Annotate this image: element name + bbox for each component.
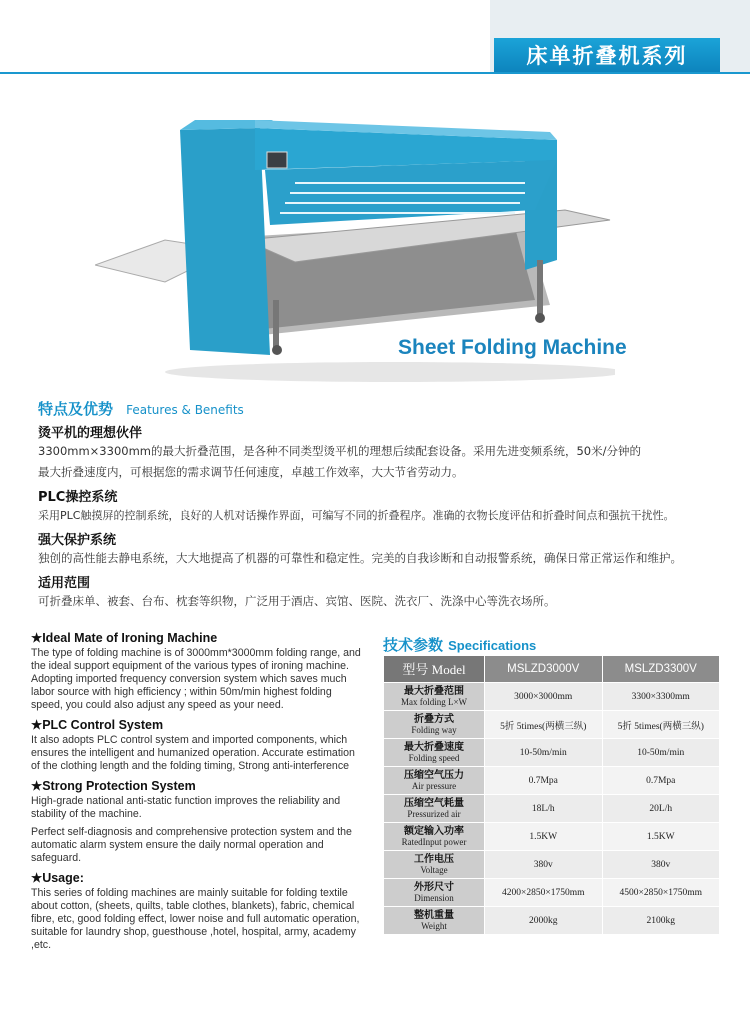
spec-value: 3000×3000mm: [485, 683, 603, 711]
table-row: [384, 683, 720, 711]
feature-line: 3300mm×3300mm的最大折叠范围，是各种不同类型烫平机的理想后续配套设备。采用先进变频系统，50米/分钟的: [38, 444, 641, 458]
english-paragraph: The type of folding machine is of 3000mm*3000mm folding range, and the ideal support equipment of the various types of ironing machine. Adopting imported frequency conversion system which saves much labor source with high efficiency ; within 50m/min highest folding speed, you could also adjust any speed as your need.: [31, 647, 361, 711]
english-heading: ★Ideal Mate of Ironing Machine: [31, 631, 218, 645]
feature-line: 独创的高性能去静电系统，大大地提高了机器的可靠性和稳定性。完美的自我诊断和自动报警系统，确保日常正常运作和维护。: [38, 551, 682, 565]
spec-value: 10-50m/min: [485, 739, 603, 767]
spec-label-cn: 最大折叠范围: [404, 685, 464, 697]
header-divider: [0, 72, 750, 74]
product-title: Sheet Folding Machine: [398, 336, 627, 359]
spec-value: 20L/h: [602, 795, 720, 823]
spec-label-en: Folding way: [411, 724, 457, 735]
spec-value: 5折 5times(两横三纵): [485, 711, 603, 739]
spec-label-cn: 整机重量: [414, 909, 454, 921]
english-paragraph: Perfect self-diagnosis and comprehensive protection system and the automatic alarm system ensure the daily normal operation and safeguard.: [31, 826, 352, 864]
spec-label-cn: 折叠方式: [414, 713, 454, 725]
feature-heading: 适用范围: [38, 576, 91, 591]
feature-section: [38, 486, 728, 526]
spec-label-cn: 额定输入功率: [404, 825, 464, 837]
spec-label-cn: 最大折叠速度: [404, 741, 464, 753]
table-header-row: [384, 656, 720, 683]
feature-line: 最大折叠速度内，可根据您的需求调节任何速度，卓越工作效率，大大节省劳动力。: [38, 465, 464, 479]
series-title: 床单折叠机系列: [494, 38, 720, 72]
spec-value: 2100kg: [602, 907, 720, 935]
spec-label-en: Weight: [421, 920, 447, 931]
feature-line: 采用PLC触摸屏的控制系统，良好的人机对话操作界面，可编写不同的折叠程序。准确的衣物长度评估和折叠时间点和强抗干扰性。: [38, 509, 675, 522]
english-paragraph: This series of folding machines are mainly suitable for folding textile about cotton, (sheets, quilts, table clothes, blankets), fabric, chemical fibre, etc, good folding effect, lower noise and full automatic operation, suitable for laundry shop, guesthouse ,hotel, hospital, army, academy ,etc.: [31, 887, 360, 951]
features-title-cn: 特点及优势: [38, 400, 114, 418]
spec-value: 18L/h: [485, 795, 603, 823]
english-heading: ★PLC Control System: [31, 718, 164, 732]
features-title-en: Features & Benefits: [126, 403, 244, 417]
features-heading: [38, 398, 244, 419]
model-label: 型号 Model: [384, 656, 485, 683]
spec-value: 3300×3300mm: [602, 683, 720, 711]
spec-value: 5折 5times(两横三纵): [602, 711, 720, 739]
english-paragraph: It also adopts PLC control system and imported components, which ensures the intelligent and humanized operation. Accurate estimation of the clothing length and the folding timing, Strong anti-interference: [31, 734, 355, 772]
spec-label-cn: 外形尺寸: [414, 881, 454, 893]
table-row: [384, 907, 720, 935]
spec-label-cn: 工作电压: [414, 853, 454, 865]
table-row: [384, 879, 720, 907]
feature-section: [38, 572, 728, 612]
english-heading: ★Usage:: [31, 871, 84, 885]
table-row: [384, 767, 720, 795]
spec-value: 1.5KW: [602, 823, 720, 851]
english-heading: ★Strong Protection System: [31, 779, 196, 793]
feature-heading: PLC操控系统: [38, 490, 118, 505]
table-row: [384, 823, 720, 851]
spec-label-en: RatedInput power: [401, 836, 467, 847]
feature-heading: 烫平机的理想伙伴: [38, 426, 143, 441]
table-row: [384, 795, 720, 823]
spec-value: 4200×2850×1750mm: [485, 879, 603, 907]
spec-label-en: Folding speed: [408, 752, 460, 763]
spec-label-cn: 压缩空气压力: [404, 769, 464, 781]
spec-value: 0.7Mpa: [485, 767, 603, 795]
table-row: [384, 851, 720, 879]
spec-value: 380v: [602, 851, 720, 879]
specifications-table: [383, 655, 720, 935]
spec-label-en: Max folding L×W: [400, 696, 468, 707]
spec-value: 2000kg: [485, 907, 603, 935]
english-paragraph: High-grade national anti-static function improves the reliability and stability of the machine.: [31, 795, 341, 820]
spec-value: 0.7Mpa: [602, 767, 720, 795]
feature-line: 可折叠床单、被套、台布、枕套等织物，广泛用于酒店、宾馆、医院、洗衣厂、洗涤中心等洗衣场所。: [38, 594, 556, 608]
spec-label-en: Voltage: [420, 864, 448, 875]
spec-value: 4500×2850×1750mm: [602, 879, 720, 907]
model-name: MSLZD3000V: [485, 656, 603, 683]
spec-label-en: Air pressure: [411, 780, 457, 791]
spec-label-en: Dimension: [414, 892, 454, 903]
feature-heading: 强大保护系统: [38, 533, 117, 548]
model-name: MSLZD3300V: [602, 656, 720, 683]
spec-label-cn: 压缩空气耗量: [404, 797, 464, 809]
spec-value: 1.5KW: [485, 823, 603, 851]
table-row: [384, 739, 720, 767]
spec-value: 380v: [485, 851, 603, 879]
spec-label-en: Pressurized air: [407, 808, 461, 819]
specs-heading: [383, 634, 536, 655]
spec-value: 10-50m/min: [602, 739, 720, 767]
feature-section: [38, 529, 728, 569]
specs-title-cn: 技术参数: [383, 636, 444, 654]
specs-title-en: Specifications: [448, 638, 537, 653]
english-description: [31, 630, 361, 952]
feature-section: [38, 422, 728, 483]
table-row: [384, 711, 720, 739]
